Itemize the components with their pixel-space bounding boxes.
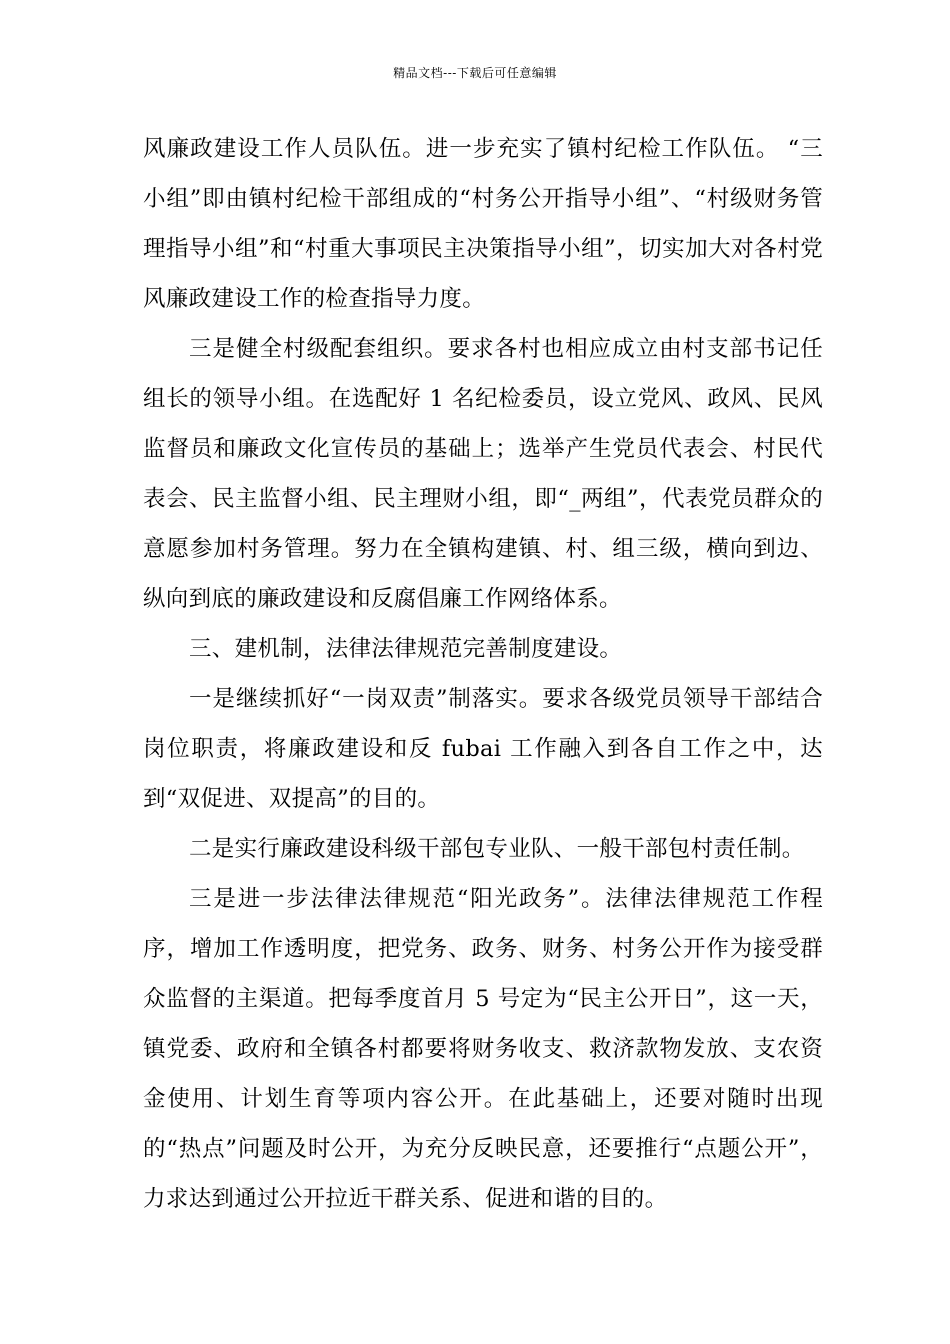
paragraph-sunshine-affairs: 三是进一步法律法律规范“阳光政务”。法律法律规范工作程序，增加工作透明度，把党务、政务、财务、村务公开作为接受群众监督的主渠道。把每季度首月 5 号定为“民主公开日”，这一天，镇党委、政府和全镇各村都要将财务收支、救济款物发放、支农资金使用、计划生育等项内容公开。在此基础上，还要对随时出现的“热点”问题及时公开，为充分反映民意，还要推行“点题公开”，力求达到通过公开拉近干群关系、促进和谐的目的。: [143, 886, 823, 1212]
document-body: [143, 124, 823, 1224]
paragraph-organization: 三是健全村级配套组织。要求各村也相应成立由村支部书记任组长的领导小组。在选配好 1 名纪检委员，设立党风、政风、民风监督员和廉政文化宣传员的基础上；选举产生党员代表会、村民代表会、民主监督小组、民主理财小组，即“_两组”，代表党员群众的意愿参加村务管理。努力在全镇构建镇、村、组三级，横向到边、纵向到底的廉政建设和反腐倡廉工作网络体系。: [143, 336, 823, 612]
paragraph-responsibility: 一是继续抓好“一岗双责”制落实。要求各级党员领导干部结合岗位职责，将廉政建设和反 fubai 工作融入到各自工作之中，达到“双促进、双提高”的目的。: [143, 686, 823, 812]
section-heading-mechanism: 三、建机制，法律法律规范完善制度建设。: [189, 636, 623, 662]
paragraph-continuation: 风廉政建设工作人员队伍。进一步充实了镇村纪检工作队伍。 “三小组”即由镇村纪检干部组成的“村务公开指导小组”、“村级财务管理指导小组”和“村重大事项民主决策指导小组”，切实加大对各村党风廉政建设工作的检查指导力度。: [143, 136, 823, 312]
page-header: 精品文档---下载后可任意编辑: [393, 66, 557, 80]
paragraph-cadre-system: 二是实行廉政建设科级干部包专业队、一般干部包村责任制。: [189, 836, 805, 862]
